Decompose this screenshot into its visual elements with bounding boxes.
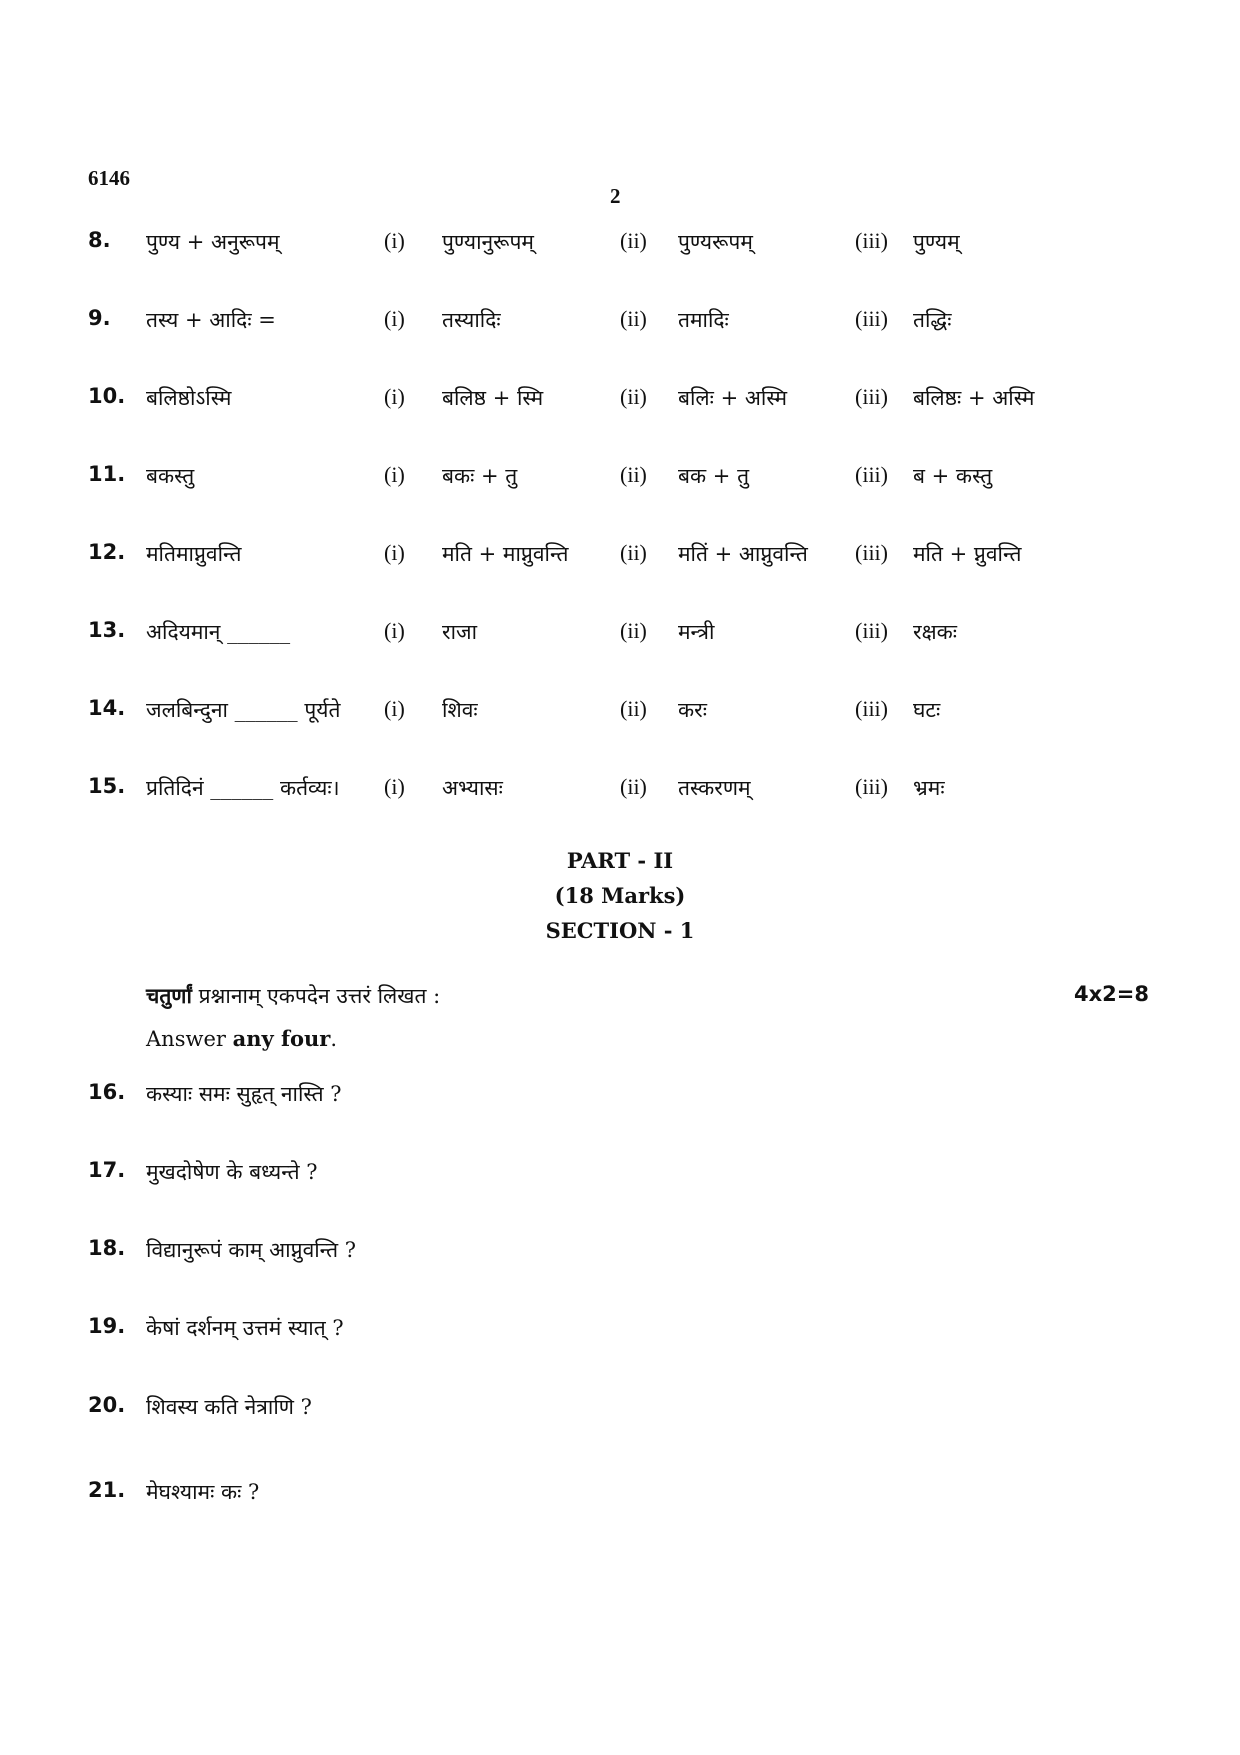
question-row <box>0 462 1240 502</box>
question-row <box>0 1478 1240 1518</box>
question-stem: अदियमान् ______ <box>146 620 291 644</box>
option-text: शिवः <box>442 698 478 722</box>
option-text: करः <box>678 698 707 722</box>
option-text: भ्रमः <box>913 776 945 800</box>
option-text: मतिं + आप्नुवन्ति <box>678 542 808 566</box>
question-row <box>0 774 1240 814</box>
option-text: बलिः + अस्मि <box>678 386 788 410</box>
option-label: (ii) <box>620 540 647 565</box>
question-number: 19. <box>88 1314 126 1338</box>
page-code: 6146 <box>88 166 130 190</box>
instruction-en-bold: any four <box>232 1026 331 1051</box>
question-number: 18. <box>88 1236 126 1260</box>
section-title: SECTION - 1 <box>545 918 695 943</box>
option-label: (i) <box>384 696 405 721</box>
option-label: (i) <box>384 306 405 331</box>
question-text: मुखदोषेण के बध्यन्ते ? <box>146 1160 318 1184</box>
question-stem: बलिष्ठोऽस्मि <box>146 386 232 410</box>
question-number: 20. <box>88 1393 126 1417</box>
question-row <box>0 1236 1240 1276</box>
option-text: पुण्यम् <box>913 230 960 254</box>
question-row <box>0 1158 1240 1198</box>
instruction-rest: प्रश्नानाम् एकपदेन उत्तरं लिखत : <box>191 984 441 1008</box>
question-text: विद्यानुरूपं काम् आप्नुवन्ति ? <box>146 1238 357 1262</box>
question-number: 11. <box>88 462 126 486</box>
question-row <box>0 306 1240 346</box>
option-text: बलिष्ठः + अस्मि <box>913 386 1035 410</box>
question-number: 13. <box>88 618 126 642</box>
question-number: 9. <box>88 306 111 330</box>
part-title: PART - II <box>566 848 674 873</box>
option-text: तस्यादिः <box>442 308 501 332</box>
option-text: राजा <box>442 620 478 644</box>
option-label: (iii) <box>855 774 888 799</box>
question-row <box>0 228 1240 268</box>
question-stem: जलबिन्दुना ______ पूर्यते <box>146 698 341 722</box>
option-label: (iii) <box>855 384 888 409</box>
page-number: 2 <box>610 184 621 208</box>
option-text: तद्धिः <box>913 308 952 332</box>
question-stem: प्रतिदिनं ______ कर्तव्यः। <box>146 776 340 800</box>
option-text: बकः + तु <box>442 464 518 488</box>
option-label: (ii) <box>620 696 647 721</box>
question-row <box>0 1393 1240 1433</box>
option-text: रक्षकः <box>913 620 958 644</box>
option-text: पुण्यानुरूपम् <box>442 230 534 254</box>
option-label: (ii) <box>620 462 647 487</box>
question-row <box>0 540 1240 580</box>
marks-scheme: 4x2=8 <box>1074 982 1149 1006</box>
question-number: 16. <box>88 1080 126 1104</box>
instruction-en-pre: Answer <box>146 1027 233 1051</box>
option-label: (i) <box>384 618 405 643</box>
question-row <box>0 696 1240 736</box>
option-label: (ii) <box>620 384 647 409</box>
option-label: (ii) <box>620 774 647 799</box>
question-row <box>0 1314 1240 1354</box>
instruction-bold: चतुर्णां <box>146 983 192 1008</box>
option-label: (i) <box>384 384 405 409</box>
question-stem: मतिमाप्नुवन्ति <box>146 542 242 566</box>
option-text: घटः <box>913 698 941 722</box>
option-text: ब + कस्तु <box>913 464 993 488</box>
option-text: बलिष्ठ + स्मि <box>442 386 544 410</box>
option-label: (ii) <box>620 618 647 643</box>
instruction-english <box>146 1026 337 1051</box>
option-label: (i) <box>384 462 405 487</box>
question-row <box>0 384 1240 424</box>
question-number: 17. <box>88 1158 126 1182</box>
question-text: कस्याः समः सुहृत् नास्ति ? <box>146 1082 342 1106</box>
option-label: (iii) <box>855 540 888 565</box>
instruction-sanskrit <box>146 982 440 1010</box>
question-stem: तस्य + आदिः = <box>146 308 276 332</box>
question-stem: बकस्तु <box>146 464 195 488</box>
option-label: (iii) <box>855 618 888 643</box>
option-text: तमादिः <box>678 308 729 332</box>
question-text: केषां दर्शनम् उत्तमं स्यात् ? <box>146 1316 344 1340</box>
option-label: (ii) <box>620 228 647 253</box>
question-number: 15. <box>88 774 126 798</box>
question-row <box>0 618 1240 658</box>
question-number: 21. <box>88 1478 126 1502</box>
option-label: (iii) <box>855 462 888 487</box>
question-number: 14. <box>88 696 126 720</box>
option-label: (i) <box>384 228 405 253</box>
option-text: पुण्यरूपम् <box>678 230 753 254</box>
option-text: मति + प्नुवन्ति <box>913 542 1022 566</box>
question-number: 8. <box>88 228 111 252</box>
option-label: (i) <box>384 540 405 565</box>
option-text: बक + तु <box>678 464 750 488</box>
option-label: (iii) <box>855 306 888 331</box>
option-label: (i) <box>384 774 405 799</box>
part-marks: (18 Marks) <box>554 883 686 908</box>
question-row <box>0 1080 1240 1120</box>
question-stem: पुण्य + अनुरूपम् <box>146 230 280 254</box>
question-text: शिवस्य कति नेत्राणि ? <box>146 1395 312 1419</box>
option-text: तस्करणम् <box>678 776 751 800</box>
option-text: अभ्यासः <box>442 776 503 800</box>
question-number: 12. <box>88 540 126 564</box>
option-text: मति + माप्नुवन्ति <box>442 542 569 566</box>
option-label: (iii) <box>855 228 888 253</box>
option-text: मन्त्री <box>678 620 715 644</box>
option-label: (ii) <box>620 306 647 331</box>
instruction-en-post: . <box>330 1027 338 1051</box>
option-label: (iii) <box>855 696 888 721</box>
question-number: 10. <box>88 384 126 408</box>
question-text: मेघश्यामः कः ? <box>146 1480 260 1504</box>
